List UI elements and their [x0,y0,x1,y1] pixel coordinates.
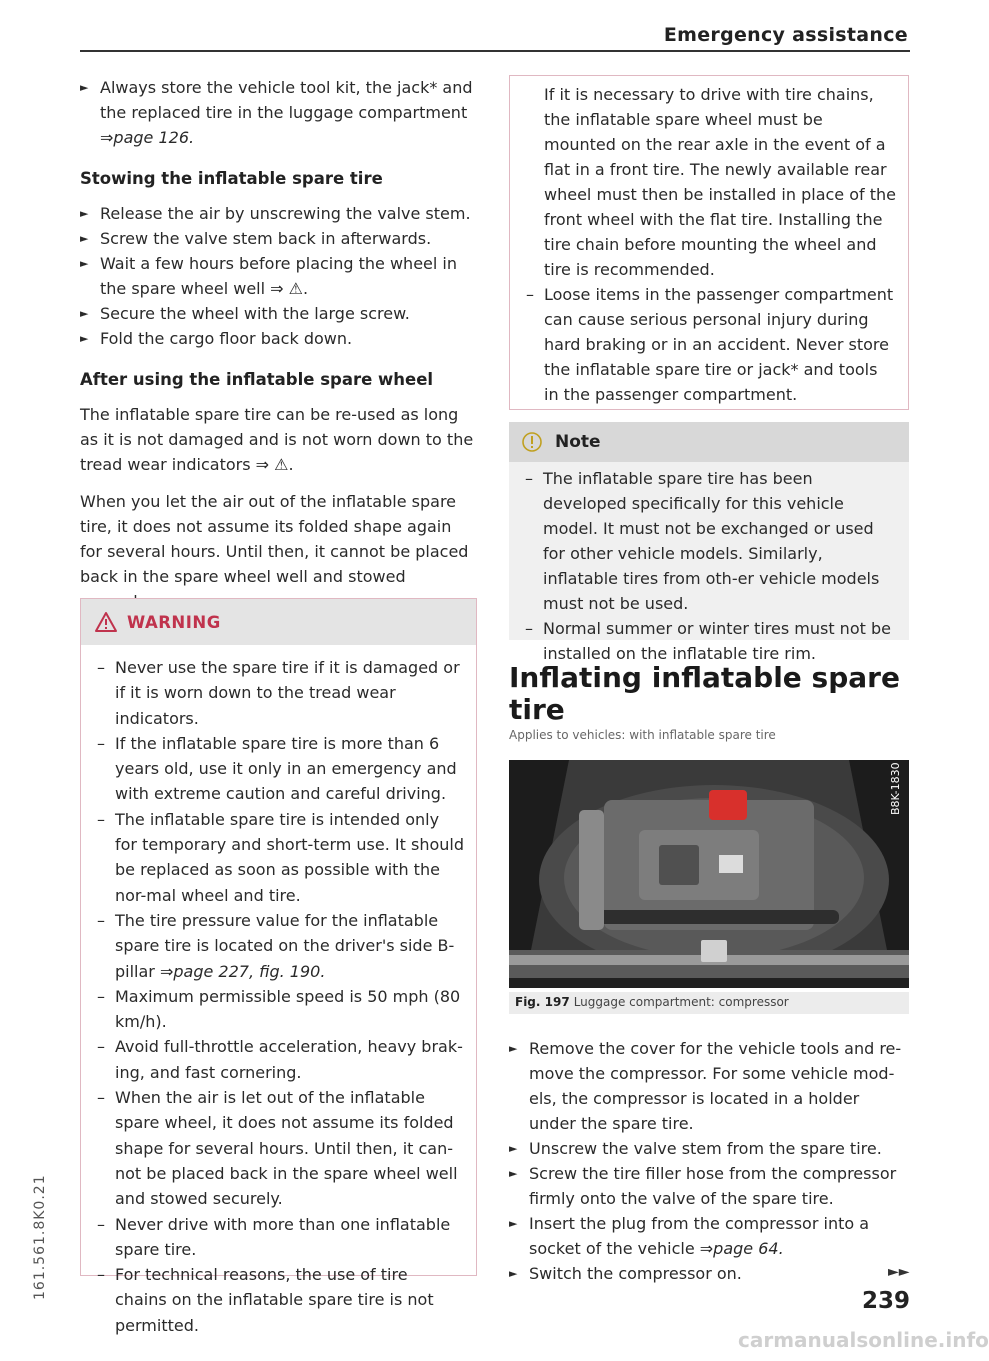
intro-bullet [80,75,478,150]
watermark: carmanualsonline.info [738,1328,989,1352]
list-item: – Maximum permissible speed is 50 mph (80 km/h). [97,986,461,1032]
list-item: – If the inflatable spare tire is more than 6 years old, use it only in an emergency and with extreme caution and careful driving. [97,733,457,804]
arrow-bullet-icon: ► [509,1267,518,1280]
list-item: ► Switch the compressor on. [509,1261,909,1286]
list-item: – The tire pressure value for the inflatable spare tire is located on the driver's side B-pillar ⇒page 227, fig. 190. [97,910,455,981]
figure-caption [509,992,909,1014]
list-item: ► Wait a few hours before placing the wheel in the spare wheel well ⇒ ⚠. [80,251,478,301]
list-item: – Avoid full-throttle acceleration, heavy brak-ing, and fast cornering. [97,1037,463,1082]
section2-para: The inflatable spare tire can be re-used as long as it is not damaged and is not worn down to the tread wear indicators ⇒ ⚠. [80,405,474,474]
note-title: Note [555,432,601,452]
continue-arrow-icon: ►► [888,1264,910,1280]
list-item: – Loose items in the passenger compartment can cause serious personal injury during hard braking or in an accident. Never store the inflatable spare tire or jack* and tools in the passenger compartment. [526,285,894,404]
intro-page-ref[interactable]: ⇒page 126. [100,128,195,147]
note-box [509,422,909,663]
compressor-photo [509,760,909,988]
header-rule [80,50,910,52]
intro-text: Always store the vehicle tool kit, the jack* and the replaced tire in the luggage compartment [100,78,473,122]
list-item: – Never drive with more than one inflatable spare tire. [97,1214,451,1259]
list-item: ► Insert the plug from the compressor into a socket of the vehicle ⇒page 64. [509,1211,909,1261]
list-item: ► Screw the tire filler hose from the compressor firmly onto the valve of the spare tire. [509,1161,909,1211]
warning-header [81,599,476,645]
note-list [509,462,909,666]
arrow-bullet-icon: ► [80,207,89,220]
photo-code: B8K-1830 [889,762,902,815]
list-item: ► Secure the wheel with the large screw. [80,301,478,326]
list-item: – The inflatable spare tire is intended only for temporary and short-term use. It should be replaced as soon as possible with the nor-mal wheel and tire. [97,809,464,905]
arrow-bullet-icon: ► [80,307,89,320]
luggage-compartment-image [509,760,909,988]
section3-title: Inflating inflatable spare tire [509,661,900,726]
steps-list [509,1036,909,1286]
list-item: – Never use the spare tire if it is damaged or if it is worn down to the tread wear indicators. [97,658,460,728]
arrow-bullet-icon: ► [509,1167,518,1180]
info-circle-icon [521,431,543,453]
list-item: ► Screw the valve stem back in afterwards. [80,226,478,251]
list-item: ► Remove the cover for the vehicle tools and re-move the compressor. For some vehicle mod-els, the compressor is located in a holder under the spare tire. [509,1036,909,1136]
header-title: Emergency assistance [663,24,908,46]
warning-box [80,598,477,1335]
list-item: ► Unscrew the valve stem from the spare tire. [509,1136,909,1161]
figure-caption-text: Luggage compartment: compressor [573,995,789,1009]
list-item: – The inflatable spare tire has been developed specifically for this vehicle model. It must not be exchanged or used for other vehicle models. Similarly, inflatable tires from oth-er vehicle models must not be used. [525,469,880,613]
arrow-bullet-icon: ► [80,257,89,270]
left-column [80,75,478,626]
section1-list [80,201,478,351]
arrow-bullet-icon: ► [80,332,89,345]
section2-title: After using the inflatable spare wheel [80,370,434,389]
continuation-para: If it is necessary to drive with tire chains, the inflatable spare wheel must be mounted on the rear axle in the event of a flat in a front tire. The newly available rear wheel must then be installed in place of the front wheel with the flat tire. Installing the tire chain before mounting the wheel and tire is recommended. [544,85,896,279]
warning-page-ref[interactable]: ⇒page 227, fig. 190. [159,961,326,981]
list-item: – Normal summer or winter tires must not be installed on the inflatable tire rim. [525,619,891,663]
arrow-bullet-icon: ► [509,1142,518,1155]
note-header [509,422,909,462]
warning-title: WARNING [127,612,221,632]
list-item: ► Release the air by unscrewing the valve stem. [80,201,478,226]
applies-to: Applies to vehicles: with inflatable spare tire [509,728,776,742]
warning-list [81,645,476,1338]
arrow-bullet-icon: ► [80,81,89,94]
document-code: 161.561.8K0.21 [32,1174,48,1300]
figure-label: Fig. 197 [515,995,570,1009]
arrow-bullet-icon: ► [509,1217,518,1230]
warning-continuation-box [509,75,909,410]
list-item: – For technical reasons, the use of tire chains on the inflatable spare tire is not permitted. [97,1265,434,1335]
warning-triangle-icon [95,612,117,632]
page-number: 239 [862,1288,911,1314]
arrow-bullet-icon: ► [80,232,89,245]
step-page-ref[interactable]: ⇒page 64. [699,1239,784,1258]
section2-para: When you let the air out of the inflatable spare tire, it does not assume its folded shape again for several hours. Until then, it cannot be placed back in the spare wheel well and stowed [80,492,469,586]
section1-title: Stowing the inflatable spare tire [80,169,383,188]
list-item: – When the air is let out of the inflatable spare wheel, it does not assume its folded shape for several hours. Until then, it can-not be placed back in the spare wheel well and stowed securely. [97,1088,458,1209]
arrow-bullet-icon: ► [509,1042,518,1055]
list-item: ► Fold the cargo floor back down. [80,326,478,351]
